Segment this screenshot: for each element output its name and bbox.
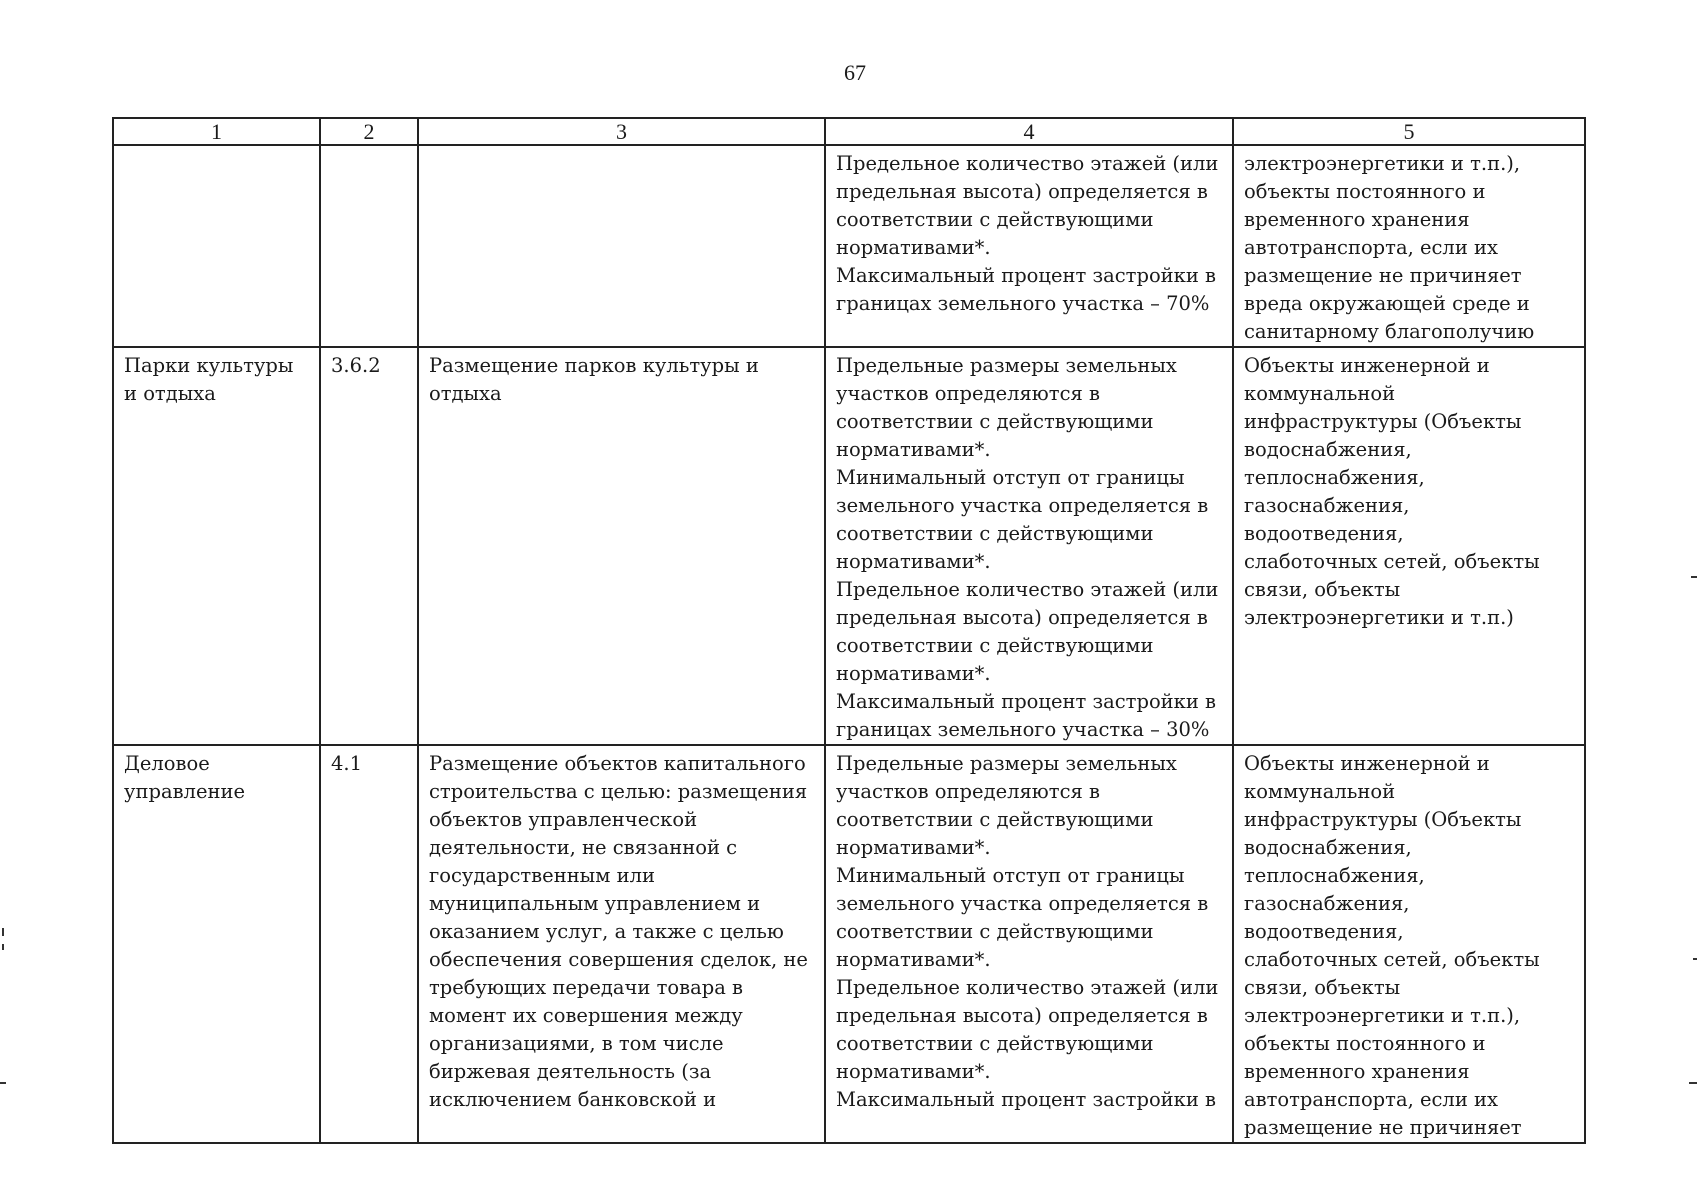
scan-artifact xyxy=(0,1082,6,1084)
table-row xyxy=(113,145,1585,347)
scan-artifact xyxy=(1693,958,1697,960)
column-header-1: 1 xyxy=(113,118,320,145)
cell-use-code: 3.6.2 xyxy=(320,347,418,745)
cell-parameters: Предельное количество этажей (или предельная высота) определяется в соответствии с действующими нормативами*. Максимальный процент застройки в границах земельного участка – 70% xyxy=(825,145,1233,347)
cell-use-code: 4.1 xyxy=(320,745,418,1143)
scan-artifact xyxy=(2,928,4,936)
page-number: 67 xyxy=(844,60,866,85)
cell-use-name: Деловое управление xyxy=(113,745,320,1143)
cell-use-description xyxy=(418,145,825,347)
table-body xyxy=(113,145,1585,1143)
table-row xyxy=(113,745,1585,1143)
cell-auxiliary-uses: электроэнергетики и т.п.), объекты постоянного и временного хранения автотранспорта, если их размещение не причиняет вреда окружающей среде и санитарному благополучию xyxy=(1233,145,1585,347)
column-header-2: 2 xyxy=(320,118,418,145)
cell-use-description: Размещение объектов капитального строительства с целью: размещения объектов управленческой деятельности, не связанной с государственным или муниципальным управлением и оказанием услуг, а также с целью обеспечения совершения сделок, не требующих передачи товара в момент их совершения между организациями, в том числе биржевая деятельность (за исключением банковской и xyxy=(418,745,825,1143)
cell-use-name xyxy=(113,145,320,347)
cell-use-description: Размещение парков культуры и отдыха xyxy=(418,347,825,745)
table-header xyxy=(113,118,1585,145)
scan-artifact xyxy=(1689,1082,1697,1084)
column-header-4: 4 xyxy=(825,118,1233,145)
column-header-5: 5 xyxy=(1233,118,1585,145)
scan-artifact xyxy=(2,944,4,950)
column-header-3: 3 xyxy=(418,118,825,145)
cell-use-code xyxy=(320,145,418,347)
header-row xyxy=(113,118,1585,145)
cell-parameters: Предельные размеры земельных участков определяются в соответствии с действующими нормативами*. Минимальный отступ от границы земельного участка определяется в соответствии с действующими нормативами*. Предельное количество этажей (или предельная высота) определяется в соответствии с действующими нормативами*. Максимальный процент застройки в xyxy=(825,745,1233,1143)
table-row xyxy=(113,347,1585,745)
cell-parameters: Предельные размеры земельных участков определяются в соответствии с действующими нормативами*. Минимальный отступ от границы земельного участка определяется в соответствии с действующими нормативами*. Предельное количество этажей (или предельная высота) определяется в соответствии с действующими нормативами*. Максимальный процент застройки в границах земельного участка – 30% xyxy=(825,347,1233,745)
cell-use-name: Парки культуры и отдыха xyxy=(113,347,320,745)
zoning-table xyxy=(112,117,1586,1144)
cell-auxiliary-uses: Объекты инженерной и коммунальной инфраструктуры (Объекты водоснабжения, теплоснабжения, газоснабжения, водоотведения, слаботочных сетей, объекты связи, объекты электроэнергетики и т.п.) xyxy=(1233,347,1585,745)
cell-auxiliary-uses: Объекты инженерной и коммунальной инфраструктуры (Объекты водоснабжения, теплоснабжения, газоснабжения, водоотведения, слаботочных сетей, объекты связи, объекты электроэнергетики и т.п.), объекты постоянного и временного хранения автотранспорта, если их размещение не причиняет xyxy=(1233,745,1585,1143)
scan-artifact xyxy=(1691,576,1697,578)
